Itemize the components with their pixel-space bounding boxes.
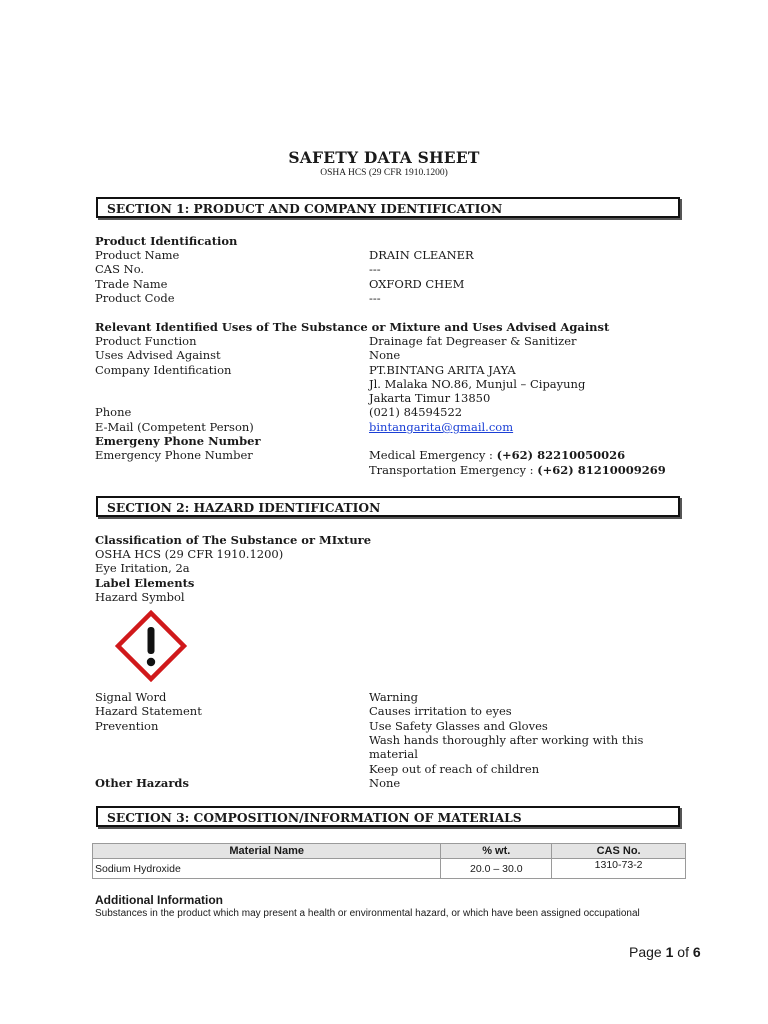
emergency-phone-label: Emergency Phone Number — [95, 448, 253, 462]
product-name-label: Product Name — [95, 248, 180, 262]
cell-cas-no: 1310-73-2 — [552, 859, 686, 879]
page-indicator — [629, 944, 701, 960]
of-word: of — [673, 944, 693, 960]
product-code-value: --- — [369, 291, 381, 305]
cell-percent-wt: 20.0 – 30.0 — [441, 859, 552, 879]
product-name-value: DRAIN CLEANER — [369, 248, 474, 262]
product-identification-label: Product Identification — [95, 234, 238, 248]
column-header-material-name: Material Name — [93, 844, 441, 859]
section-2-header — [96, 496, 680, 517]
uses-advised-label: Uses Advised Against — [95, 348, 221, 362]
company-address-line1: Jl. Malaka NO.86, Munjul – Cipayung — [369, 377, 586, 391]
transport-emergency-line — [369, 463, 666, 477]
phone-value: (021) 84594522 — [369, 405, 463, 419]
cas-value: --- — [369, 262, 381, 276]
emergency-heading: Emergeny Phone Number — [95, 434, 261, 448]
other-hazards-value: None — [369, 776, 401, 790]
hazard-statement-label: Hazard Statement — [95, 704, 202, 718]
page-total: 6 — [692, 944, 701, 960]
table-row — [93, 859, 686, 879]
prevention-item-3: Keep out of reach of children — [369, 762, 540, 776]
relevant-uses-label: Relevant Identified Uses of The Substance or Mixture and Uses Advised Against — [95, 320, 610, 334]
column-header-cas-no: CAS No. — [552, 844, 686, 859]
signal-word-value: Warning — [369, 690, 419, 704]
document-subtitle: OSHA HCS (29 CFR 1910.1200) — [320, 168, 448, 178]
prevention-item-2a: Wash hands thoroughly after working with this — [369, 733, 644, 747]
transport-emergency-label: Transportation Emergency : — [369, 463, 538, 477]
additional-info-label: Additional Information — [95, 893, 223, 907]
product-function-value: Drainage fat Degreaser & Sanitizer — [369, 334, 577, 348]
label-elements-label: Label Elements — [95, 576, 195, 590]
prevention-item-1: Use Safety Glasses and Gloves — [369, 719, 548, 733]
exclamation-hazard-pictogram-icon — [115, 610, 187, 682]
email-link[interactable]: bintangarita@gmail.com — [369, 420, 514, 434]
hazard-statement-value: Causes irritation to eyes — [369, 704, 512, 718]
company-name: PT.BINTANG ARITA JAYA — [369, 363, 516, 377]
column-header-percent-wt: % wt. — [441, 844, 552, 859]
composition-table — [92, 843, 686, 879]
trade-name-label: Trade Name — [95, 277, 168, 291]
prevention-item-2b: material — [369, 747, 418, 761]
prevention-label: Prevention — [95, 719, 159, 733]
cas-label: CAS No. — [95, 262, 145, 276]
company-address-line2: Jakarta Timur 13850 — [369, 391, 491, 405]
other-hazards-label: Other Hazards — [95, 776, 189, 790]
email-label: E-Mail (Competent Person) — [95, 420, 254, 434]
trade-name-value: OXFORD CHEM — [369, 277, 465, 291]
phone-label: Phone — [95, 405, 132, 419]
hazard-symbol-label: Hazard Symbol — [95, 590, 185, 604]
table-header-row — [93, 844, 686, 859]
product-code-label: Product Code — [95, 291, 175, 305]
section-1-header — [96, 197, 680, 218]
medical-emergency-label: Medical Emergency : — [369, 448, 497, 462]
product-function-label: Product Function — [95, 334, 197, 348]
section-1-heading: SECTION 1: PRODUCT AND COMPANY IDENTIFICATION — [107, 201, 503, 216]
section-3-heading: SECTION 3: COMPOSITION/INFORMATION OF MATERIALS — [107, 810, 522, 825]
classification-standard: OSHA HCS (29 CFR 1910.1200) — [95, 547, 284, 561]
company-label: Company Identification — [95, 363, 232, 377]
classification-value: Eye Iritation, 2a — [95, 561, 190, 575]
section-2-heading: SECTION 2: HAZARD IDENTIFICATION — [107, 500, 381, 515]
page-word: Page — [629, 944, 666, 960]
uses-advised-value: None — [369, 348, 401, 362]
document-title: SAFETY DATA SHEET — [288, 148, 480, 167]
transport-emergency-number: (+62) 81210009269 — [537, 463, 666, 477]
signal-word-label: Signal Word — [95, 690, 167, 704]
medical-emergency-number: (+62) 82210050026 — [496, 448, 626, 462]
section-3-header — [96, 806, 680, 827]
cell-material-name: Sodium Hydroxide — [93, 859, 441, 879]
classification-label: Classification of The Substance or MIxture — [95, 533, 372, 547]
additional-info-text: Substances in the product which may present a health or environmental hazard, or which have been assigned occupational — [95, 908, 640, 919]
medical-emergency-line — [369, 448, 625, 462]
page-current: 1 — [665, 944, 674, 960]
